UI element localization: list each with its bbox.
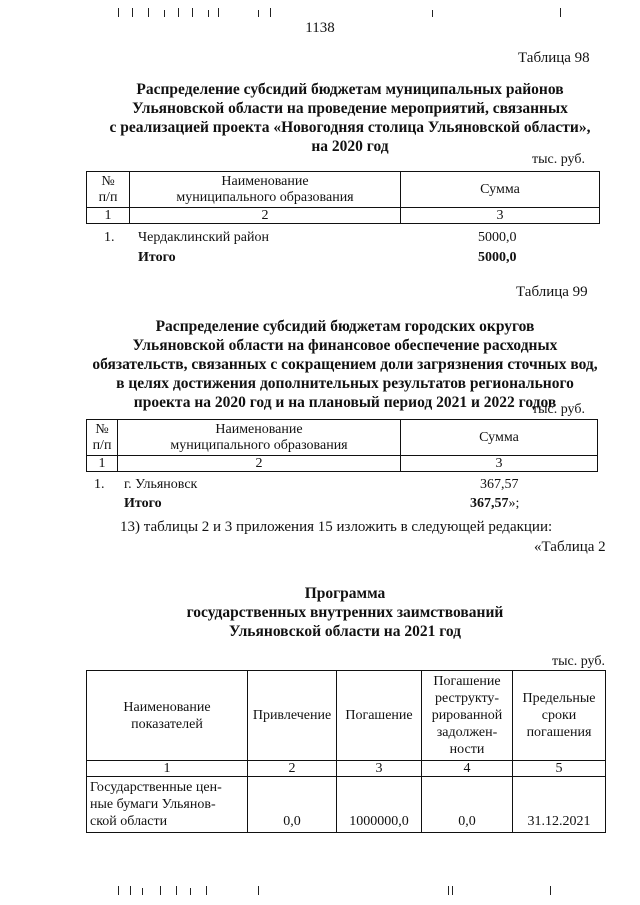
col-number: 3 bbox=[401, 208, 600, 224]
header-num: № п/п bbox=[87, 420, 118, 456]
col-number: 2 bbox=[118, 456, 401, 472]
table-98-title: Распределение субсидий бюджетам муниципальных районов Ульяновской области на проведение мероприятий, связанных с реализацией проекта «Новогодняя столица Ульяновской области», на 2020 год bbox=[109, 81, 591, 155]
row-indicator-name: Государственные цен- ные бумаги Ульянов- ской области bbox=[87, 777, 248, 833]
header-name: Наименование муниципального образования bbox=[118, 420, 401, 456]
header-repayment-terms: Предельные сроки погашения bbox=[513, 671, 606, 761]
header-indicator-name: Наименование показателей bbox=[87, 671, 248, 761]
col-number: 5 bbox=[513, 761, 606, 777]
table-99-total-label: Итого bbox=[124, 496, 162, 511]
table-99-total-sum: 367,57 bbox=[470, 496, 509, 511]
col-number: 2 bbox=[248, 761, 337, 777]
table-row bbox=[87, 777, 606, 833]
table-99-row-num: 1. bbox=[94, 477, 105, 492]
row-attraction: 0,0 bbox=[248, 777, 337, 833]
table-98-row-name: Чердаклинский район bbox=[138, 230, 269, 245]
table-99-title: Распределение субсидий бюджетам городских округов Ульяновской области на финансовое обеспечение расходных обязательств, связанных с сокращением доли загрязнения сточных вод, в целях достижения дополнительных результатов регионального проекта на 2020 год и на плановый период 2021 и 2022 годов bbox=[92, 318, 598, 411]
col-number: 1 bbox=[87, 208, 130, 224]
header-num: № п/п bbox=[87, 172, 130, 208]
table-2-label: «Таблица 2 bbox=[534, 539, 606, 555]
table-99-total bbox=[470, 496, 519, 512]
table-2-units: тыс. руб. bbox=[552, 654, 605, 669]
table-99-row-sum: 367,57 bbox=[480, 477, 519, 492]
col-number: 1 bbox=[87, 456, 118, 472]
header-sum: Сумма bbox=[401, 420, 598, 456]
table-98-total-label: Итого bbox=[138, 250, 176, 265]
table-99-label: Таблица 99 bbox=[516, 284, 588, 300]
header-name: Наименование муниципального образования bbox=[130, 172, 401, 208]
amendment-paragraph: 13) таблицы 2 и 3 приложения 15 изложить в следующей редакции: bbox=[120, 519, 553, 535]
col-number: 3 bbox=[337, 761, 422, 777]
table-98-row-sum: 5000,0 bbox=[478, 230, 517, 245]
table-98-row-num: 1. bbox=[104, 230, 115, 245]
table-98-total-sum: 5000,0 bbox=[478, 250, 517, 265]
header-restructured-repayment: Погашение реструкту- рированной задолжен- ности bbox=[422, 671, 513, 761]
table-2 bbox=[86, 670, 606, 833]
col-number: 1 bbox=[87, 761, 248, 777]
table-2-title: Программа государственных внутренних заимствований Ульяновской области на 2021 год bbox=[186, 585, 504, 640]
page-number: 1138 bbox=[305, 20, 335, 36]
table-99-total-suffix: »; bbox=[508, 496, 520, 511]
table-99-row-name: г. Ульяновск bbox=[124, 477, 198, 492]
table-98-units: тыс. руб. bbox=[532, 152, 585, 167]
header-repayment: Погашение bbox=[337, 671, 422, 761]
scan-marks-top bbox=[0, 6, 640, 18]
table-99-units: тыс. руб. bbox=[532, 402, 585, 417]
table-99 bbox=[86, 419, 598, 472]
row-restructured-repayment: 0,0 bbox=[422, 777, 513, 833]
header-attraction: Привлечение bbox=[248, 671, 337, 761]
col-number: 3 bbox=[401, 456, 598, 472]
table-98-label: Таблица 98 bbox=[518, 50, 590, 66]
scan-marks-bottom bbox=[0, 884, 640, 896]
table-98 bbox=[86, 171, 600, 224]
col-number: 2 bbox=[130, 208, 401, 224]
row-repayment: 1000000,0 bbox=[337, 777, 422, 833]
col-number: 4 bbox=[422, 761, 513, 777]
row-repayment-terms: 31.12.2021 bbox=[513, 777, 606, 833]
header-sum: Сумма bbox=[401, 172, 600, 208]
